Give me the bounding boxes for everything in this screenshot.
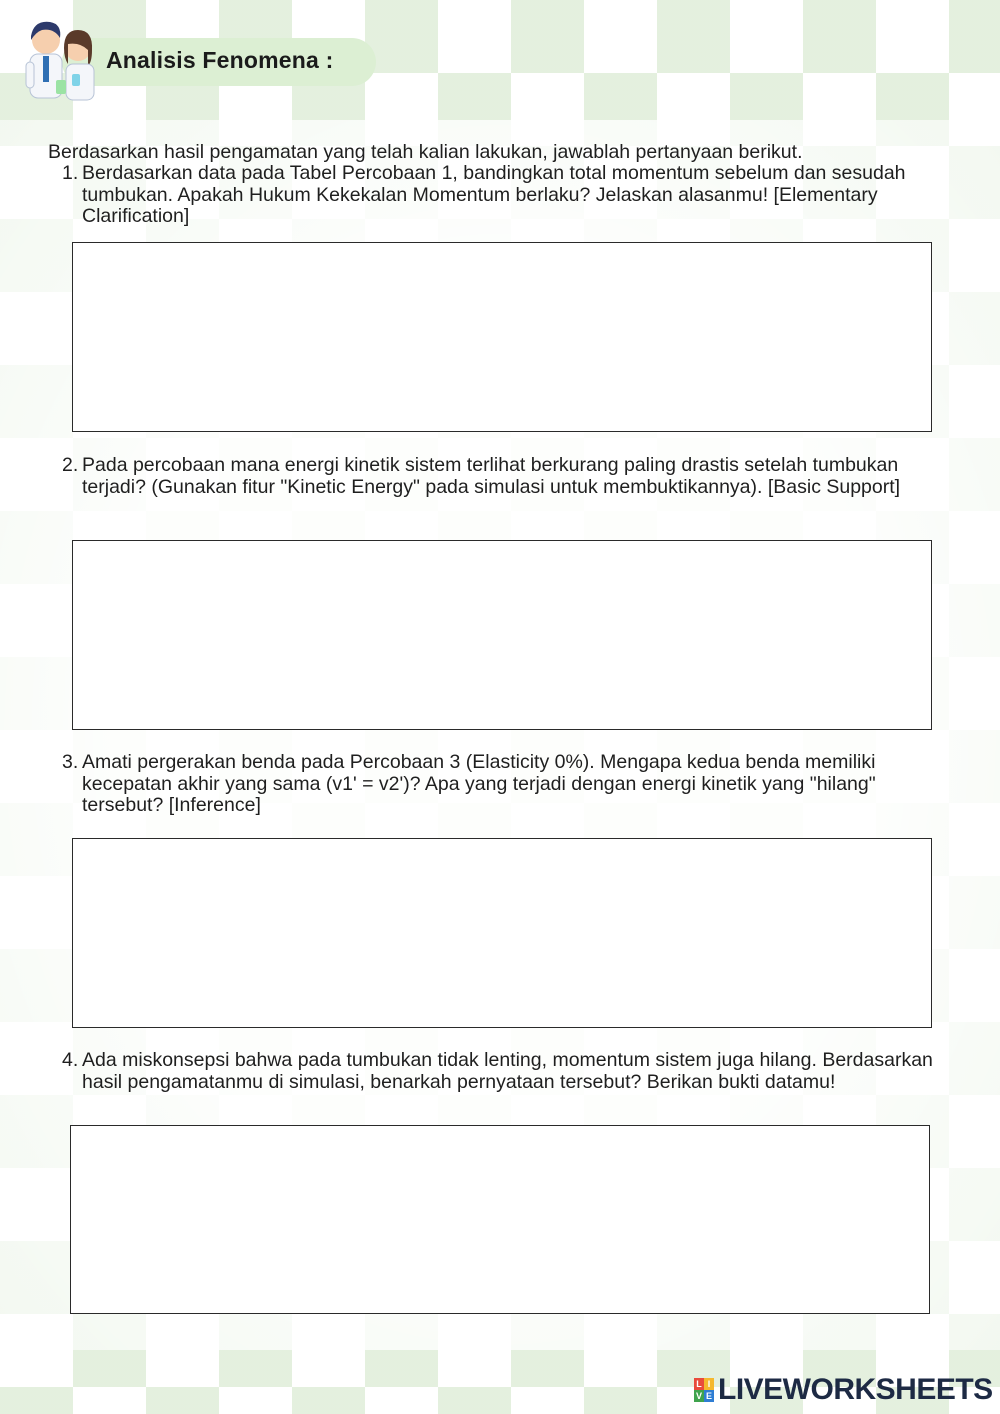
question-4-text: Ada miskonsepsi bahwa pada tumbukan tidak lenting, momentum sistem juga hilang. Berdasarkan hasil pengamatanmu di simulasi, benarkah pernyataan tersebut? Berikan bukti datamu! — [82, 1049, 933, 1093]
question-3-text: Amati pergerakan benda pada Percobaan 3 (Elasticity 0%). Mengapa kedua benda memiliki kecepatan akhir yang sama (v1' = v2')? Apa yang terjadi dengan energi kinetik yang "hilang" tersebut? [Inference] — [82, 751, 876, 816]
scientist-mascots-icon — [16, 14, 108, 106]
answer-box-4[interactable] — [70, 1125, 930, 1314]
liveworksheets-mark-icon — [694, 1378, 714, 1402]
question-4-number: 4. — [62, 1049, 79, 1071]
logo-text: LIVEWORKSHEETS — [718, 1373, 993, 1406]
logo-mark-letter: L — [694, 1378, 704, 1390]
question-2 — [62, 455, 962, 498]
question-2-number: 2. — [62, 454, 79, 476]
answer-box-1[interactable] — [72, 242, 932, 432]
logo-mark-letter: V — [695, 1391, 702, 1401]
question-3 — [62, 752, 962, 817]
question-2-text: Pada percobaan mana energi kinetik sistem terlihat berkurang paling drastis setelah tumbukan terjadi? (Gunakan fitur "Kinetic Energy" pada simulasi untuk membuktikannya). [Basic Support] — [82, 454, 901, 498]
section-title: Analisis Fenomena : — [106, 47, 334, 73]
question-1 — [62, 163, 962, 228]
logo-mark-letter: E — [705, 1391, 712, 1401]
answer-box-3[interactable] — [72, 838, 932, 1028]
question-1-number: 1. — [62, 162, 79, 184]
instructions-text: Berdasarkan hasil pengamatan yang telah kalian lakukan, jawablah pertanyaan berikut. — [48, 141, 803, 163]
question-1-text: Berdasarkan data pada Tabel Percobaan 1, bandingkan total momentum sebelum dan sesudah tumbukan. Apakah Hukum Kekekalan Momentum berlaku? Jelaskan alasanmu! [Elementary Clarification] — [82, 162, 906, 227]
logo-mark-letter: I — [704, 1378, 714, 1390]
question-4 — [62, 1050, 972, 1093]
answer-box-2[interactable] — [72, 540, 932, 730]
question-3-number: 3. — [62, 751, 79, 773]
liveworksheets-logo — [694, 1374, 993, 1406]
